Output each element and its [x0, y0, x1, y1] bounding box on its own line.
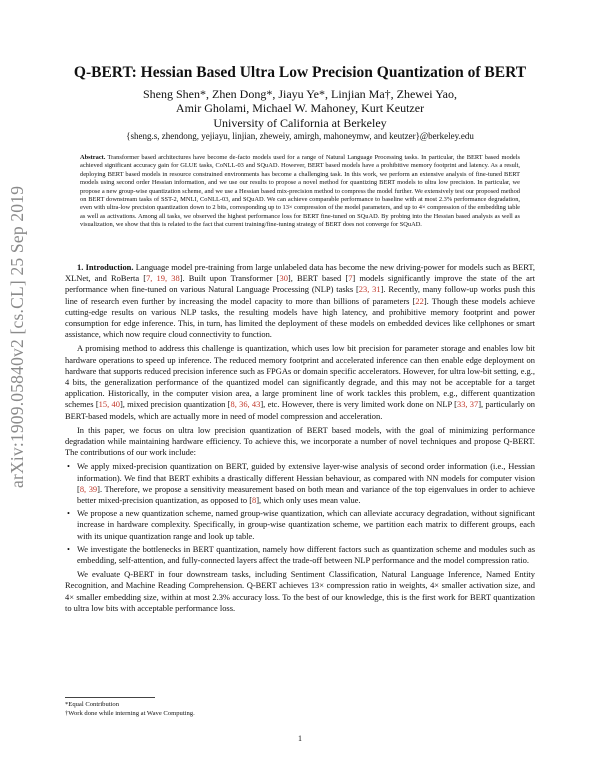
footnote-divider	[65, 697, 155, 698]
abstract	[80, 154, 520, 230]
citation-link[interactable]: 7, 19, 38	[146, 273, 180, 284]
citation-link[interactable]: 8, 36, 43	[230, 399, 261, 410]
page-number: 1	[298, 734, 302, 743]
introduction-section	[65, 262, 535, 617]
bullet-icon: •	[67, 508, 70, 519]
text-span: ]. Built upon Transformer [	[179, 273, 280, 284]
citation-link[interactable]: 30	[279, 273, 288, 284]
text-span: We investigate the bottlenecks in BERT quantization, namely how different factors such as quantization scheme and modules such as embedding, self-attention, and fully-connected layers affect the trade-off between NLP performance and the model compression ratio.	[77, 543, 535, 566]
text-span: ], which only uses mean value.	[256, 495, 361, 506]
text-span: ]. Therefore, we propose a sensitivity measurement based on both mean and variance of the top eigenvalues in order to achieve better mixed-precision quantization, as opposed to [	[77, 483, 535, 506]
intro-paragraph-3: In this paper, we focus on ultra low precision quantization of BERT based models, with the goal of minimizing performance degradation while maintaining hardware efficiency. To achieve this, we incorporate a number of novel techniques and propose Q-BERT. The contributions of our work include:	[65, 424, 535, 458]
text-span: ], BERT based [	[287, 273, 349, 284]
list-item	[67, 508, 535, 542]
text-span: Language model pre-training from large unlabeled data has become the new driving-power for models such as BERT, XLNet, and RoBerta [	[65, 262, 535, 284]
intro-paragraph-1	[65, 262, 535, 340]
text-span: ]. Though these models achieve cutting-edge results on various NLP tasks, the resulting models have high latency, and prohibitive memory footprint and power consumption for edge inference. This, in turn, has limited the deployment of these models on embedded devices like cellphones or smart assistance, which now require cloud connectivity to function.	[65, 295, 535, 340]
citation-link[interactable]: 23, 31	[358, 284, 381, 295]
citation-link[interactable]: 8	[252, 495, 257, 506]
text-span: ] models significantly improve the state of the art performance when fine-tuned on various Natural Language Processing (NLP) tasks [	[65, 273, 536, 295]
citation-link[interactable]: 8, 39	[79, 483, 98, 494]
contributions-list	[65, 461, 535, 566]
text-span: A promising method to address this challenge is quantization, which uses low bit precision for parameter storage and enables low bit hardware operations to speed up inference. The reduced memory footprint and accelerated inference can then enable edge deployment on hardware that supports reduced precision inference such as FPGAs or domain specific accelerators. However, for ultra low-bit setting, e.g., 4 bits, the generalization performance of the quantized model can significantly degrade, and this may not be acceptable for a target application. Historically, in the computer vision area, a large prominent line of work tackles this problem, e.g., different quantization schemes [	[65, 343, 535, 410]
author-list-line-1: Sheng Shen*, Zhen Dong*, Jiayu Ye*, Linjian Ma†, Zhewei Yao,	[143, 87, 457, 101]
author-emails: {sheng.s, zhendong, yejiayu, linjian, zheweiy, amirgh, mahoneymw, and keutzer}@berkeley.edu	[126, 131, 474, 141]
paper-title: Q-BERT: Hessian Based Ultra Low Precision Quantization of BERT	[73, 64, 527, 81]
affiliation: University of California at Berkeley	[213, 116, 387, 130]
text-span: We propose a new quantization scheme, named group-wise quantization, which can alleviate accuracy degradation, without significant increase in hardware complexity. Specifically, in group-wise quantization scheme, we partition each matrix to different groups, each with its unique quantization range and look up table.	[77, 508, 535, 541]
text-span: ], etc. However, there is very limited work done on NLP [	[260, 399, 457, 410]
footnotes	[65, 700, 535, 718]
citation-link[interactable]: 33, 37	[456, 399, 479, 410]
arxiv-identifier: arXiv:1909.05840v2 [cs.CL] 25 Sep 2019	[7, 185, 27, 488]
intro-paragraph-2	[65, 343, 535, 421]
bullet-icon: •	[67, 543, 70, 554]
citation-link[interactable]: 7	[348, 273, 353, 284]
text-span: ], particularly on BERT-based models, which are actually more in need of model compression and acceleration.	[65, 399, 536, 421]
bullet-icon: •	[67, 461, 70, 472]
text-span: ]. Recently, many follow-up works push this line of research even further by increasing the model capacity to more than billions of parameters [	[65, 284, 535, 306]
text-span: ], mixed precision quantization [	[119, 399, 231, 410]
author-list-line-2: Amir Gholami, Michael W. Mahoney, Kurt Keutzer	[175, 101, 425, 115]
citation-link[interactable]: 15, 40	[98, 399, 120, 410]
list-item	[67, 461, 535, 506]
abstract-text: Transformer based architectures have become de-facto models used for a range of Natural Language Processing tasks. In particular, the BERT based models achieved significant accuracy gain for GLUE tasks, CoNLL-03 and SQuAD. However, BERT based models have a prohibitive memory footprint and latency. As a result, deploying BERT based models in resource constrained environments has become a challenging task. In this work, we perform an extensive analysis of fine-tuned BERT models using second order Hessian information, and we use our results to propose a novel method for quantizing BERT models to ultra low precision. In particular, we propose a new group-wise quantization scheme, and we use a Hessian based mix-precision method to compress the model further. We extensively test our proposed method on BERT downstream tasks of SST-2, MNLI, CoNLL-03, and SQuAD. We can achieve comparable performance to baseline with at most 2.3% performance degradation, even with ultra-low precision quantization down to 2 bits, corresponding up to 13× compression of the model parameters, and up to 4× compression of the embedding table as well as activations. Among all tasks, we observed the highest performance loss for BERT fine-tuned on SQuAD. By probing into the Hessian based analysis as well as visualization, we show that this is related to the fact that current training/fine-tuning strategy of BERT does not converge for SQuAD.	[80, 154, 521, 229]
abstract-label: Abstract.	[80, 154, 106, 161]
citation-link[interactable]: 22	[415, 295, 424, 306]
footnote-internship: †Work done while interning at Wave Computing.	[65, 710, 195, 717]
intro-paragraph-4: We evaluate Q-BERT in four downstream tasks, including Sentiment Classification, Natural Language Inference, Named Entity Recognition, and Machine Reading Comprehension. Q-BERT achieves 13× compression ratio in weights, 4× smaller activation size, and 4× smaller embedding size, within at most 2.3% accuracy loss. To the best of our knowledge, this is the first work for BERT quantization to ultra low bits with acceptable performance loss.	[65, 569, 535, 613]
section-heading: 1. Introduction.	[77, 262, 134, 272]
list-item	[67, 543, 535, 566]
footnote-equal-contribution: *Equal Contribution	[65, 701, 120, 708]
text-span: We apply mixed-precision quantization on BERT, guided by extensive layer-wise analysis of second order information (i.e., Hessian information). We find that BERT exhibits a drastically different Hessian behaviour, as compared with NN models for computer vision [	[77, 461, 535, 494]
